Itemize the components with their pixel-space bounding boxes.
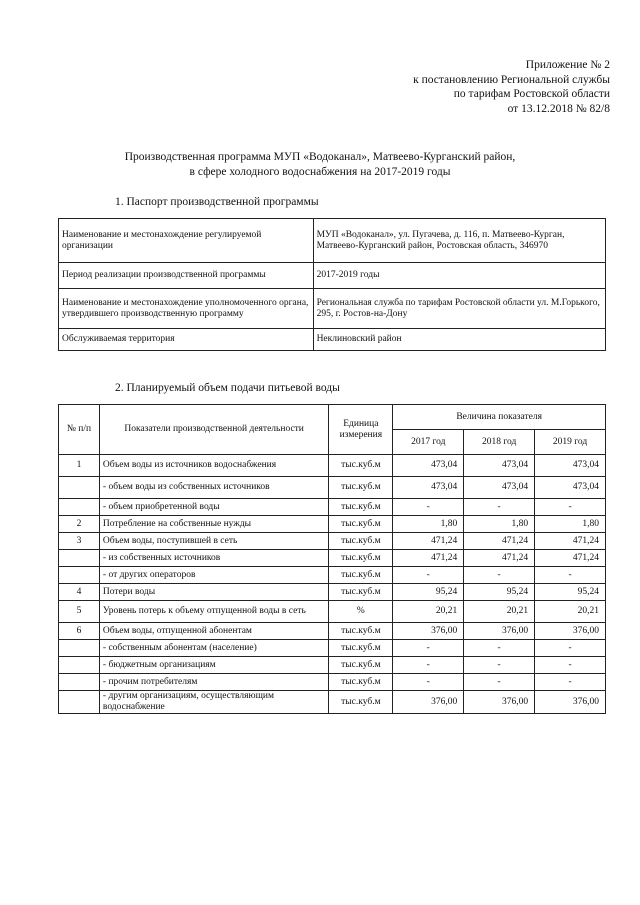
table-row	[59, 623, 606, 640]
title-line-2: в сфере холодного водоснабжения на 2017-2019 годы	[189, 165, 451, 178]
appendix-header	[413, 58, 610, 116]
passport-value: 2017-2019 годы	[313, 263, 605, 289]
value-2017: -	[393, 640, 464, 657]
row-number	[59, 674, 100, 691]
passport-row	[59, 219, 606, 263]
value-2018: -	[464, 657, 535, 674]
passport-label: Период реализации производственной программы	[59, 263, 314, 289]
value-2018: 473,04	[464, 477, 535, 499]
value-2019: 20,21	[535, 601, 606, 623]
value-2017: -	[393, 567, 464, 584]
indicator-name: - собственным абонентам (население)	[99, 640, 328, 657]
value-2018: 376,00	[464, 691, 535, 714]
value-2019: -	[535, 640, 606, 657]
unit-cell: тыс.куб.м	[329, 455, 393, 477]
table-row	[59, 640, 606, 657]
row-number	[59, 691, 100, 714]
table-row	[59, 567, 606, 584]
unit-cell: тыс.куб.м	[329, 674, 393, 691]
unit-cell: тыс.куб.м	[329, 691, 393, 714]
indicator-name: Уровень потерь к объему отпущенной воды в сеть	[99, 601, 328, 623]
value-2019: -	[535, 567, 606, 584]
value-2018: 471,24	[464, 550, 535, 567]
row-number	[59, 550, 100, 567]
value-2018: -	[464, 640, 535, 657]
appendix-line-4: от 13.12.2018 № 82/8	[507, 102, 610, 115]
water-volume-table	[58, 404, 606, 714]
header-unit: Единица измерения	[329, 405, 393, 455]
unit-cell: тыс.куб.м	[329, 477, 393, 499]
value-2017: 473,04	[393, 455, 464, 477]
row-number: 3	[59, 533, 100, 550]
table-row	[59, 691, 606, 714]
value-2019: -	[535, 657, 606, 674]
table-row	[59, 601, 606, 623]
header-year-2017: 2017 год	[393, 430, 464, 455]
value-2019: 376,00	[535, 691, 606, 714]
header-year-2018: 2018 год	[464, 430, 535, 455]
table-row	[59, 477, 606, 499]
value-2018: 471,24	[464, 533, 535, 550]
passport-value: МУП «Водоканал», ул. Пугачева, д. 116, п. Матвеево-Курган, Матвеево-Курганский район, Ростовская область, 346970	[313, 219, 605, 263]
unit-cell: тыс.куб.м	[329, 584, 393, 601]
indicator-name: - прочим потребителям	[99, 674, 328, 691]
value-2017: 95,24	[393, 584, 464, 601]
section-1-heading: 1. Паспорт производственной программы	[115, 196, 319, 208]
indicator-name: Объем воды, поступившей в сеть	[99, 533, 328, 550]
indicator-name: - объем приобретенной воды	[99, 499, 328, 516]
value-2019: 473,04	[535, 455, 606, 477]
indicator-name: - бюджетным организациям	[99, 657, 328, 674]
row-number: 4	[59, 584, 100, 601]
appendix-line-2: к постановлению Региональной службы	[413, 73, 610, 86]
value-2019: 473,04	[535, 477, 606, 499]
value-2018: 1,80	[464, 516, 535, 533]
appendix-line-1: Приложение № 2	[525, 59, 610, 71]
value-2017: 376,00	[393, 623, 464, 640]
table-row	[59, 657, 606, 674]
indicator-name: - другим организациям, осуществляющим водоснабжение	[99, 691, 328, 714]
indicator-name: - от других операторов	[99, 567, 328, 584]
indicator-name: Потребление на собственные нужды	[99, 516, 328, 533]
passport-row	[59, 263, 606, 289]
unit-cell: тыс.куб.м	[329, 640, 393, 657]
value-2017: 471,24	[393, 550, 464, 567]
value-2017: 376,00	[393, 691, 464, 714]
table-row	[59, 533, 606, 550]
unit-cell: %	[329, 601, 393, 623]
header-indicator: Показатели производственной деятельности	[99, 405, 328, 455]
value-2017: -	[393, 674, 464, 691]
value-2018: 473,04	[464, 455, 535, 477]
value-2018: -	[464, 674, 535, 691]
value-2017: 1,80	[393, 516, 464, 533]
value-2017: -	[393, 499, 464, 516]
row-number: 2	[59, 516, 100, 533]
table-row	[59, 455, 606, 477]
header-num: № п/п	[59, 405, 100, 455]
passport-value: Неклиновский район	[313, 329, 605, 351]
appendix-line-3: по тарифам Ростовской области	[453, 88, 610, 100]
value-2017: 471,24	[393, 533, 464, 550]
value-2018: -	[464, 499, 535, 516]
value-2019: 471,24	[535, 550, 606, 567]
unit-cell: тыс.куб.м	[329, 533, 393, 550]
table-row	[59, 516, 606, 533]
value-2018: 20,21	[464, 601, 535, 623]
header-value: Величина показателя	[393, 405, 606, 430]
value-2017: -	[393, 657, 464, 674]
unit-cell: тыс.куб.м	[329, 499, 393, 516]
value-2019: -	[535, 499, 606, 516]
table-row	[59, 550, 606, 567]
header-year-2019: 2019 год	[535, 430, 606, 455]
value-2019: 95,24	[535, 584, 606, 601]
indicator-name: - из собственных источников	[99, 550, 328, 567]
passport-row	[59, 289, 606, 329]
passport-row	[59, 329, 606, 351]
row-number	[59, 477, 100, 499]
table-row	[59, 499, 606, 516]
passport-label: Наименование и местонахождение уполномоченного органа, утвердившего производственную программу	[59, 289, 314, 329]
indicator-name: Объем воды из источников водоснабжения	[99, 455, 328, 477]
passport-value: Региональная служба по тарифам Ростовской области ул. М.Горького, 295, г. Ростов-на-Дону	[313, 289, 605, 329]
row-number: 6	[59, 623, 100, 640]
row-number	[59, 640, 100, 657]
title-line-1: Производственная программа МУП «Водоканал», Матвеево-Курганский район,	[124, 151, 516, 163]
value-2017: 20,21	[393, 601, 464, 623]
unit-cell: тыс.куб.м	[329, 657, 393, 674]
section-2-heading: 2. Планируемый объем подачи питьевой воды	[115, 382, 340, 394]
table-row	[59, 584, 606, 601]
unit-cell: тыс.куб.м	[329, 623, 393, 640]
indicator-name: - объем воды из собственных источников	[99, 477, 328, 499]
row-number	[59, 499, 100, 516]
value-2019: -	[535, 674, 606, 691]
unit-cell: тыс.куб.м	[329, 567, 393, 584]
value-2018: -	[464, 567, 535, 584]
passport-table	[58, 218, 606, 351]
table-row	[59, 674, 606, 691]
indicator-name: Потери воды	[99, 584, 328, 601]
row-number	[59, 657, 100, 674]
passport-label: Наименование и местонахождение регулируемой организации	[59, 219, 314, 263]
value-2017: 473,04	[393, 477, 464, 499]
row-number	[59, 567, 100, 584]
value-2019: 1,80	[535, 516, 606, 533]
passport-label: Обслуживаемая территория	[59, 329, 314, 351]
unit-cell: тыс.куб.м	[329, 550, 393, 567]
value-2019: 376,00	[535, 623, 606, 640]
indicator-name: Объем воды, отпущенной абонентам	[99, 623, 328, 640]
value-2018: 95,24	[464, 584, 535, 601]
document-title	[0, 150, 640, 179]
value-2018: 376,00	[464, 623, 535, 640]
row-number: 5	[59, 601, 100, 623]
row-number: 1	[59, 455, 100, 477]
value-2019: 471,24	[535, 533, 606, 550]
unit-cell: тыс.куб.м	[329, 516, 393, 533]
